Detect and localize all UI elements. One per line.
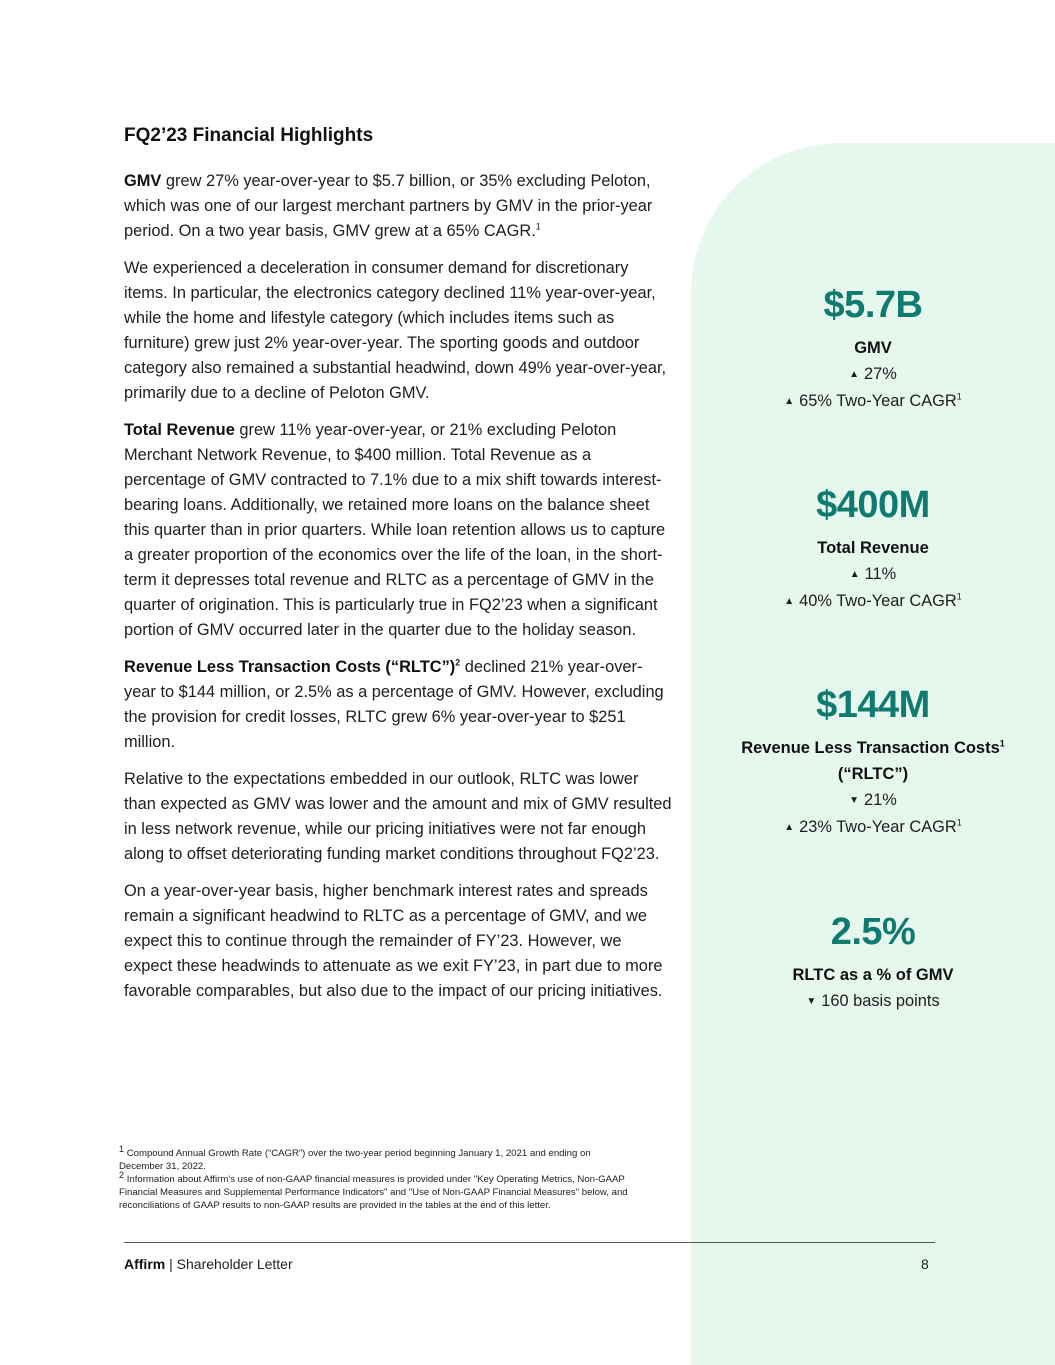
paragraph-rltc [124,655,672,755]
metric-yoy-text: 11% [864,565,897,583]
metric-cagr-text: 23% Two-Year CAGR [799,818,957,836]
metric-yoy [691,361,1055,388]
metric-label: Total Revenue [817,539,929,557]
metric-cagr [691,814,1055,841]
footer-separator: | [165,1256,177,1272]
footer [124,1256,293,1272]
metric-rltc [691,683,1055,841]
paragraph-gmv [124,169,672,244]
metric-cagr [691,388,1055,415]
footnote-ref: 1 [956,817,962,828]
metric-label: GMV [854,339,892,357]
footer-divider [124,1242,935,1243]
paragraph-gmv-text: grew 27% year-over-year to $5.7 billion, or 35% excluding Peloton, which was one of our largest merchant partners by GMV in the prior-year period. On a two year basis, GMV grew at a 65% CAGR. [124,172,653,240]
metric-yoy [691,988,1055,1015]
paragraph-total-revenue-bold: Total Revenue [124,421,235,439]
paragraph-demand: We experienced a deceleration in consumer demand for discretionary items. In particular, the electronics category declined 11% year-over-year, while the home and lifestyle category (which includes items such as furniture) grew just 2% year-over-year. The sporting goods and outdoor category also remained a substantial headwind, down 49% year-over-year, primarily due to a decline of Peloton GMV. [124,259,667,402]
arrow-up-icon: ▲ [849,569,860,580]
paragraph-total-revenue-text: grew 11% year-over-year, or 21% excluding Peloton Merchant Network Revenue, to $400 million. Total Revenue as a percentage of GMV contracted to 7.1% due to a mix shift towards interest-bearing loans. Additionally, we retained more loans on the balance sheet this quarter than in prior quarters. While loan retention allows us to capture a greater proportion of the economics over the life of the loan, in the short-term it depresses total revenue and RLTC as a percentage of GMV in the quarter of origination. This is particularly true in FQ2’23 when a significant portion of GMV occurred later in the quarter due to the holiday season. [124,421,666,639]
metric-label-line2: (“RLTC”) [837,765,909,783]
metric-gmv [691,283,1055,415]
arrow-up-icon: ▲ [849,369,860,380]
footnote-text: Compound Annual Growth Rate (“CAGR”) over the two-year period beginning January 1, 2021 and ending on December 31, 2022. [119,1148,591,1172]
metric-value: $400M [816,484,930,526]
footnote-ref: 1 [956,591,962,602]
metric-yoy-text: 160 basis points [821,992,940,1010]
main-content [124,125,672,1016]
footnote-ref: 1 [999,738,1005,749]
arrow-up-icon: ▲ [784,396,795,407]
page-number: 8 [921,1256,929,1272]
paragraph-rltc-text: declined 21% year-over-year to $144 million, or 2.5% as a percentage of GMV. However, excluding the provision for credit losses, RLTC grew 6% year-over-year to $251 million. [124,658,664,751]
paragraph-headwinds: On a year-over-year basis, higher benchmark interest rates and spreads remain a significant headwind to RLTC as a percentage of GMV, and we expect this to continue through the remainder of FY’23. However, we expect these headwinds to attenuate as we exit FY’23, in part due to more favorable comparables, but also due to the impact of our pricing initiatives. [124,882,663,1000]
footnote-ref: 1 [956,391,962,402]
footnote-text: Information about Affirm's use of non-GAAP financial measures is provided under "Key Operating Metrics, Non-GAAP Financial Measures and Supplemental Performance Indicators" and "Use of Non-GAAP Financial Measures" below, and reconciliations of GAAP results to non-GAAP results are provided in the tables at the end of this letter. [119,1174,628,1211]
footnote-number: 2 [119,1169,125,1180]
metric-cagr-text: 40% Two-Year CAGR [799,592,957,610]
metric-value: 2.5% [830,911,916,953]
metric-cagr-text: 65% Two-Year CAGR [799,392,957,410]
arrow-up-icon: ▲ [784,596,795,607]
footnote-ref: 1 [535,221,541,232]
paragraph-rltc-bold: Revenue Less Transaction Costs (“RLTC”) [124,658,456,676]
metric-yoy-text: 27% [864,365,897,383]
footnote-2 [119,1169,629,1212]
page-title: FQ2’23 Financial Highlights [124,125,374,146]
metric-yoy-text: 21% [864,791,897,809]
arrow-down-icon: ▼ [849,795,860,806]
footnotes [119,1143,629,1212]
metric-cagr [691,588,1055,615]
metric-label: RLTC as a % of GMV [792,966,954,984]
arrow-up-icon: ▲ [784,822,795,833]
footer-title: Shareholder Letter [176,1256,293,1272]
metric-label-text: Revenue Less Transaction Costs [741,739,1000,757]
paragraph-total-revenue [124,418,672,643]
metric-yoy [691,787,1055,814]
metric-value: $5.7B [823,284,923,326]
footnote-ref: 2 [455,657,461,668]
metric-yoy [691,561,1055,588]
arrow-down-icon: ▼ [806,996,817,1007]
paragraph-outlook: Relative to the expectations embedded in our outlook, RLTC was lower than expected as GMV was lower and the amount and mix of GMV resulted in less network revenue, while our pricing initiatives were not far enough along to offset deteriorating funding market conditions throughout FQ2’23. [124,770,672,863]
footnote-number: 1 [119,1143,125,1154]
metric-total-revenue [691,483,1055,615]
footnote-1 [119,1143,629,1173]
metric-rltc-pct [691,910,1055,1015]
paragraph-gmv-bold: GMV [124,172,162,190]
footer-brand: Affirm [124,1256,166,1272]
metric-label [691,735,1055,787]
metric-value: $144M [816,684,930,726]
